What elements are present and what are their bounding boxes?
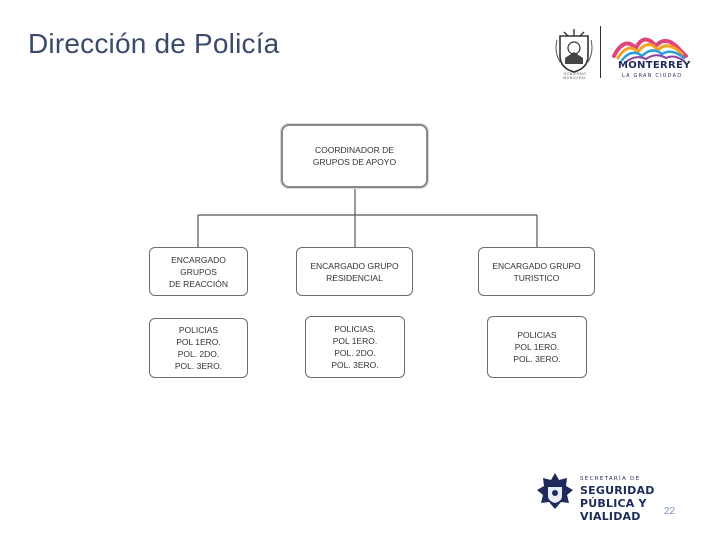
org-node-head-residential: ENCARGADO GRUPO RESIDENCIAL [296,247,413,296]
org-node-head-tourist: ENCARGADO GRUPO TURISTICO [478,247,595,296]
footer-logo [536,470,708,523]
footer-line2: PÚBLICA Y VIALIDAD [580,497,647,523]
org-node-head-reaction: ENCARGADO GRUPOS DE REACCIÓN [149,247,248,296]
footer-line1: SEGURIDAD [580,484,655,497]
page-number: 22 [664,506,676,517]
brand-tagline: LA GRAN CIUDAD [622,73,683,79]
slide-title: Dirección de Policía [28,28,280,59]
seal-caption: GOBIERNO MUNICIPAL [563,72,587,80]
police-badge-icon [536,472,574,512]
brand-name: MONTERREY [618,60,691,71]
org-node-staff-tourist: POLICIAS POL 1ERO. POL. 3ERO. [487,316,587,378]
org-node-coordinator: COORDINADOR DE GRUPOS DE APOYO [281,124,428,188]
org-node-staff-residential: POLICIAS. POL 1ERO. POL. 2DO. POL. 3ERO. [305,316,405,378]
footer-kicker: SECRETARÍA DE [580,476,641,482]
org-node-staff-reaction: POLICIAS POL 1ERO. POL. 2DO. POL. 3ERO. [149,318,248,378]
